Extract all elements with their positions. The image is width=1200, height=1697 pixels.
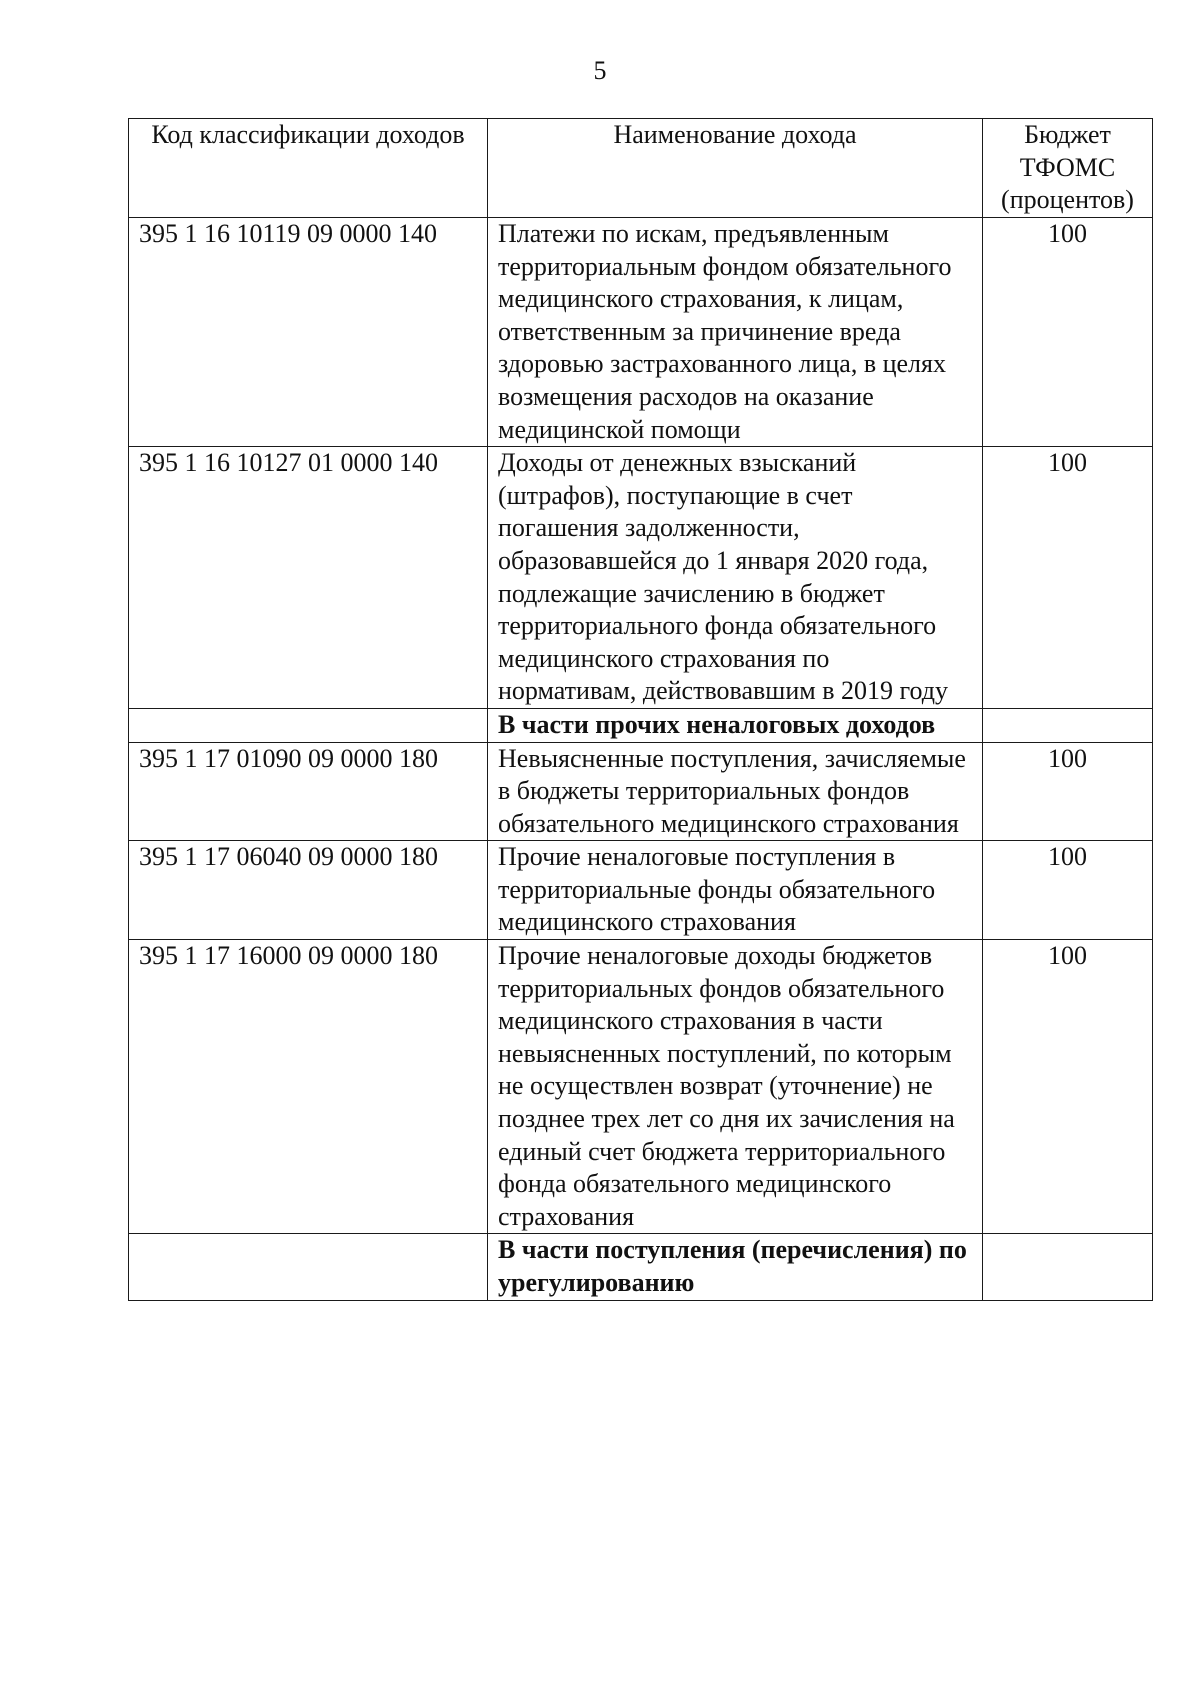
row-code: 395 1 16 10119 09 0000 140 <box>129 218 488 447</box>
section-heading-row <box>129 708 1153 742</box>
row-name: Невыясненные поступления, зачисляемые в бюджеты территориальных фондов обязательного медицинского страхования <box>488 742 983 841</box>
row-code: 395 1 17 16000 09 0000 180 <box>129 940 488 1234</box>
row-code: 395 1 17 06040 09 0000 180 <box>129 841 488 940</box>
row-code: 395 1 16 10127 01 0000 140 <box>129 447 488 709</box>
row-name: Прочие неналоговые доходы бюджетов территориальных фондов обязательного медицинского страхования в части невыясненных поступлений, по которым не осуществлен возврат (уточнение) не позднее трех лет со дня их зачисления на единый счет бюджета территориального фонда обязательного медицинского страхования <box>488 940 983 1234</box>
row-code <box>129 708 488 742</box>
row-percent <box>983 708 1153 742</box>
section-heading: В части прочих неналоговых доходов <box>488 708 983 742</box>
page-number: 5 <box>593 56 607 85</box>
row-code: 395 1 17 01090 09 0000 180 <box>129 742 488 841</box>
table-row <box>129 447 1153 709</box>
row-percent: 100 <box>983 447 1153 709</box>
income-classification-table <box>128 118 1153 1301</box>
section-heading-row <box>129 1234 1153 1300</box>
row-percent: 100 <box>983 218 1153 447</box>
table-row <box>129 940 1153 1234</box>
row-name: Платежи по искам, предъявленным территориальным фондом обязательного медицинского страхования, к лицам, ответственным за причинение вреда здоровью застрахованного лица, в целях возмещения расходов на оказание медицинской помощи <box>488 218 983 447</box>
row-name: Прочие неналоговые поступления в территориальные фонды обязательного медицинского страхования <box>488 841 983 940</box>
header-name: Наименование дохода <box>488 119 983 218</box>
table-row <box>129 742 1153 841</box>
header-percent: Бюджет ТФОМС (процентов) <box>983 119 1153 218</box>
table-row <box>129 841 1153 940</box>
table-header-row <box>129 119 1153 218</box>
table-row <box>129 218 1153 447</box>
row-percent: 100 <box>983 841 1153 940</box>
row-name: Доходы от денежных взысканий (штрафов), поступающие в счет погашения задолженности, образовавшейся до 1 января 2020 года, подлежащие зачислению в бюджет территориального фонда обязательного медицинского страхования по нормативам, действовавшим в 2019 году <box>488 447 983 709</box>
row-percent: 100 <box>983 742 1153 841</box>
section-heading: В части поступления (перечисления) по урегулированию <box>488 1234 983 1300</box>
row-percent <box>983 1234 1153 1300</box>
row-code <box>129 1234 488 1300</box>
header-code: Код классификации доходов <box>129 119 488 218</box>
row-percent: 100 <box>983 940 1153 1234</box>
